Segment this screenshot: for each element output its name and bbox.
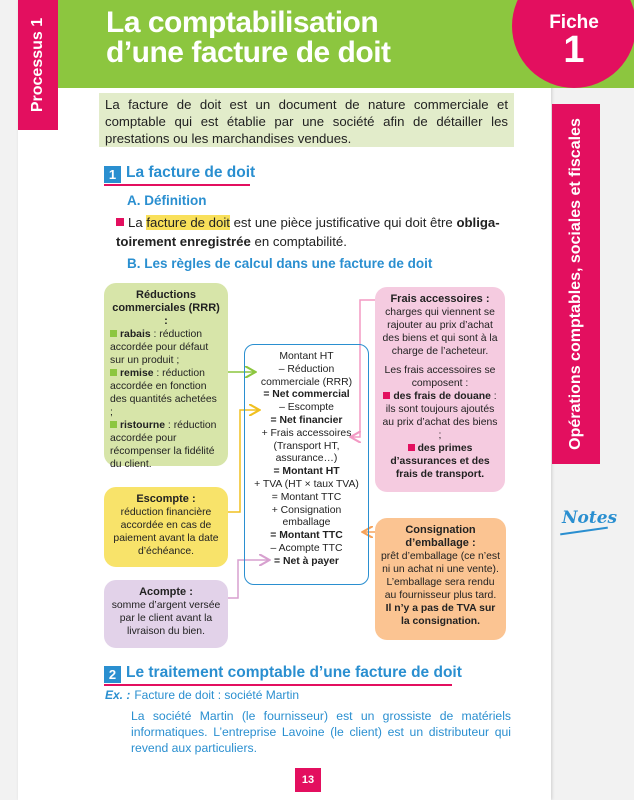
- section-1-title: La facture de doit: [126, 164, 256, 181]
- fiche-number: 1: [563, 29, 585, 71]
- example-paragraph: La société Martin (le fournisseur) est un grossiste de matériels informatiques. L’entreprise Lavoine (le client) est un distributeur qui revend aux particuliers.: [131, 709, 511, 755]
- section-2-underline: [104, 684, 452, 686]
- frais-item-assurances: des primes d’assurances et des frais de transport.: [390, 443, 490, 480]
- acompte-title: Acompte :: [139, 586, 193, 598]
- calculation-line: = Net à payer: [274, 555, 339, 567]
- def-text-post: en comptabilité.: [250, 234, 347, 249]
- notes-label: Notes: [562, 508, 618, 528]
- bullet-square-icon: [110, 421, 117, 428]
- section-1-underline: [104, 184, 250, 186]
- rrr-box: [104, 283, 228, 470]
- calculation-lines: [248, 351, 365, 569]
- rrr-item-remise: remise : réduction accordée en fonction des quantités achetées ;: [110, 368, 217, 418]
- bullet-square-icon: [383, 392, 390, 399]
- frais-text-2: Les frais accessoires se composent :: [384, 365, 496, 389]
- page-title: [106, 8, 506, 68]
- calculation-line: = Net financier: [270, 414, 343, 426]
- calculation-line: – Réduction commerciale (RRR): [260, 363, 353, 388]
- example-label: Ex. :: [105, 688, 131, 702]
- calculation-line: = Montant TTC: [271, 491, 342, 503]
- section-1-number: 1: [104, 166, 121, 183]
- example-heading: [105, 688, 299, 702]
- page-number: 13: [295, 768, 321, 792]
- chapter-tab: [552, 104, 600, 464]
- frais-text-1: charges qui viennent se rajouter au prix d’achat des biens et qui sont à la charge de l’acheteur.: [382, 307, 498, 357]
- bullet-square-icon: [408, 444, 415, 451]
- calculation-line: + Frais accessoires (Transport HT, assurance…): [261, 427, 352, 465]
- calculation-line: + TVA (HT × taux TVA): [254, 478, 359, 490]
- def-bold-1: obliga-: [456, 215, 500, 230]
- def-text-mid: est une pièce justificative qui doit être: [229, 215, 457, 230]
- process-tab-label: Processus 1: [29, 17, 46, 113]
- rrr-title: Réductions commerciales (RRR) :: [112, 289, 220, 327]
- consignation-title: Consignation d’emballage :: [405, 524, 476, 549]
- escompte-text: réduction financière accordée en cas de paiement avant la date d’échéance.: [113, 507, 219, 557]
- frais-item-douane: des frais de douane : ils sont toujours ajoutés au prix d’achat des biens ;: [382, 391, 498, 441]
- acompte-text: somme d’argent versée par le client avant la livraison du bien.: [111, 600, 221, 637]
- example-title: Facture de doit : société Martin: [134, 688, 300, 702]
- process-tab: [18, 0, 58, 130]
- escompte-title: Escompte :: [136, 493, 196, 505]
- definition-paragraph: [116, 213, 512, 251]
- calculation-box: [244, 344, 369, 585]
- calculation-line: Montant HT: [279, 351, 334, 362]
- rrr-item-rabais: rabais : réduction accordée pour défaut sur un produit ;: [110, 329, 209, 366]
- section-2-number: 2: [104, 666, 121, 683]
- bullet-square-icon: [116, 218, 124, 226]
- subheading-b: B. Les règles de calcul dans une facture de doit: [127, 256, 433, 271]
- calculation-line: – Acompte TTC: [270, 542, 343, 554]
- consignation-text: prêt d’emballage (ce n’est ni un achat ni une vente). L’emballage sera rendu au fournisseur plus tard. Il n’y a pas de TVA sur la consignation.: [381, 551, 500, 627]
- rrr-item-ristourne: ristourne : réduction accordée pour récompenser la fidélité du client.: [110, 420, 217, 470]
- acompte-box: [104, 580, 228, 648]
- def-text-pre: La: [128, 215, 147, 230]
- section-2-title: Le traitement comptable d’une facture de doit: [126, 664, 462, 681]
- calculation-line: + Consignation emballage: [271, 504, 342, 529]
- escompte-box: [104, 487, 228, 567]
- bullet-square-icon: [110, 330, 117, 337]
- fiche-label: Fiche: [549, 12, 599, 33]
- calculation-line: – Escompte: [279, 402, 334, 414]
- calculation-line: = Net commercial: [263, 389, 350, 401]
- frais-title: Frais accessoires :: [390, 293, 490, 305]
- consignation-box: [375, 518, 506, 640]
- chapter-tab-label: Opérations comptables, sociales et fiscales: [567, 118, 584, 450]
- def-highlight: facture de doit: [146, 215, 230, 230]
- title-line-2: d’une facture de doit: [106, 36, 391, 69]
- frais-box: [375, 287, 505, 492]
- title-line-1: La comptabilisation: [106, 6, 379, 39]
- calculation-line: = Montant HT: [273, 466, 340, 478]
- bullet-square-icon: [110, 369, 117, 376]
- def-bold-2: toirement enregistrée: [116, 234, 251, 249]
- calculation-line: = Montant TTC: [270, 530, 343, 542]
- subheading-a: A. Définition: [127, 193, 207, 208]
- intro-paragraph: La facture de doit est un document de nature commerciale et comptable qui est établie par une société afin de détailler les prestations ou les marchandises vendues.: [99, 93, 514, 147]
